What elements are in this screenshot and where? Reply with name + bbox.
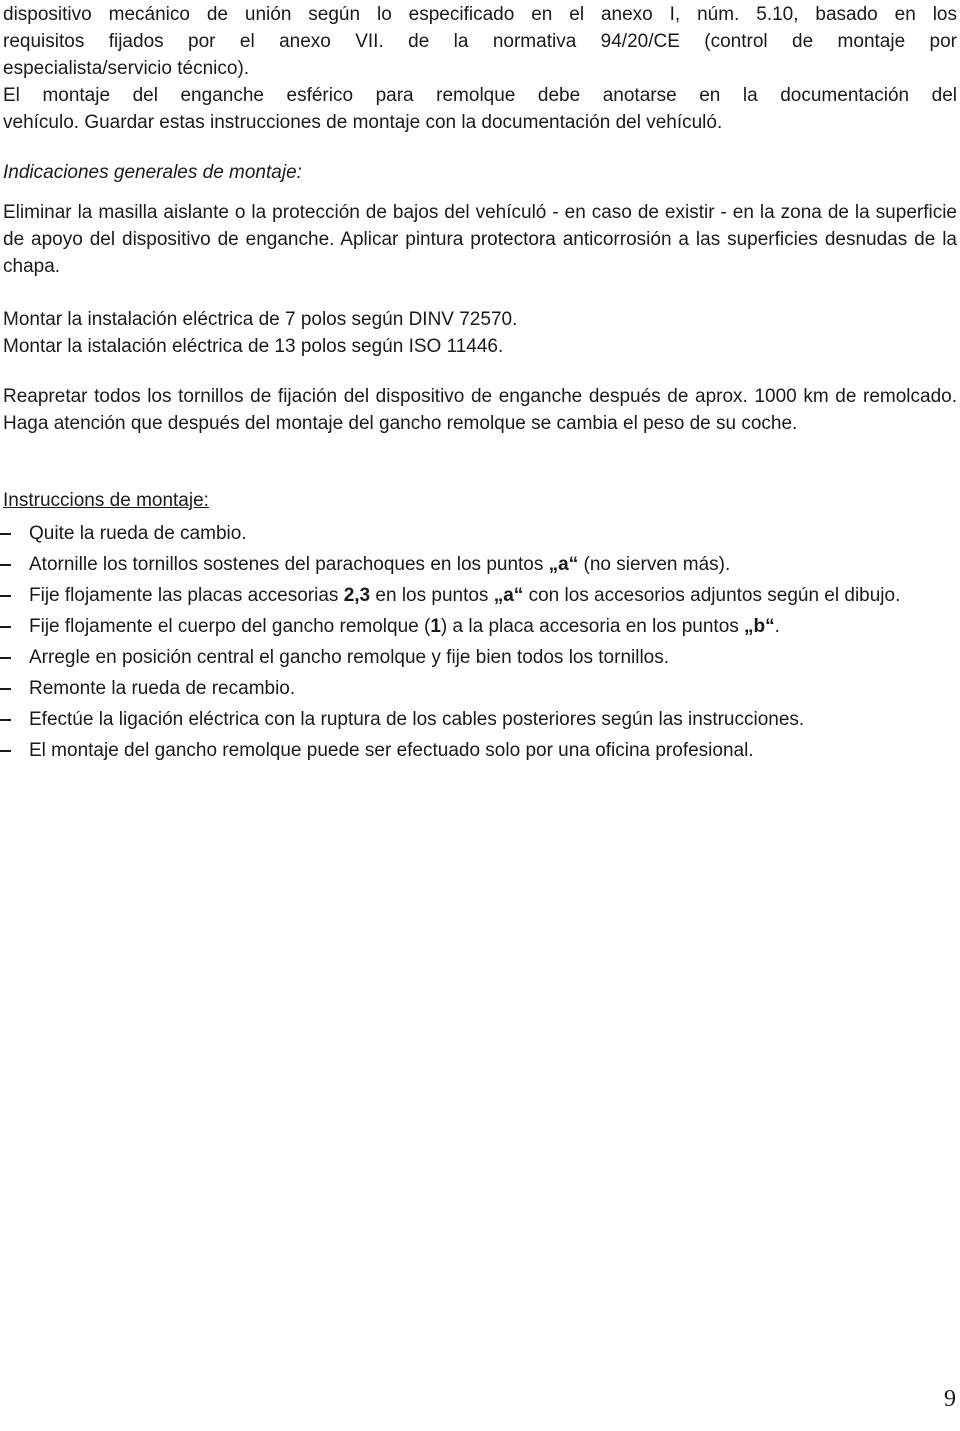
- point-label: „b“: [744, 616, 775, 637]
- step-text: con los accesorios adjuntos según el dibujo.: [523, 585, 901, 606]
- intro-line: especialista/servicio técnico).: [3, 58, 250, 79]
- point-label: „a“: [548, 554, 579, 575]
- list-item: [0, 673, 957, 704]
- step-text: ) a la placa accesoria en los puntos: [440, 616, 745, 637]
- step-text: El montaje del gancho remolque puede ser efectuado solo por una oficina profesional.: [29, 740, 754, 761]
- intro-paragraph: [3, 1, 957, 136]
- intro-line: El montaje del enganche esférico para remolque debe anotarse en la documentación del: [3, 85, 957, 106]
- general-instructions-heading: Indicaciones generales de montaje:: [3, 162, 302, 183]
- step-text: en los puntos: [370, 585, 494, 606]
- electrical-paragraph: [3, 306, 957, 360]
- list-item: [0, 611, 957, 642]
- step-text: Fije flojamente las placas accesorias: [29, 585, 344, 606]
- step-text: Remonte la rueda de recambio.: [29, 678, 296, 699]
- dash-bullet-icon: [0, 657, 11, 659]
- list-item: [0, 735, 957, 766]
- intro-line: vehículo. Guardar estas instrucciones de montaje con la documentación del vehículó.: [3, 112, 723, 133]
- step-text: Fije flojamente el cuerpo del gancho remolque (: [29, 616, 431, 637]
- point-label: „a“: [493, 585, 524, 606]
- dash-bullet-icon: [0, 626, 11, 628]
- retighten-paragraph: Reapretar todos los tornillos de fijación del dispositivo de enganche después de aprox. 1000 km de remolcado. Haga atención que después del montaje del gancho remolque se cambia el peso de su coche.: [3, 386, 957, 434]
- mounting-instructions-heading: Instruccions de montaje:: [3, 490, 209, 511]
- electrical-line-7-pole: Montar la instalación eléctrica de 7 polos según DINV 72570.: [3, 309, 518, 330]
- mounting-steps-list: [0, 518, 957, 766]
- electrical-line-13-pole: Montar la istalación eléctrica de 13 polos según ISO 11446.: [3, 336, 504, 357]
- part-label: 2,3: [343, 585, 371, 606]
- dash-bullet-icon: [0, 750, 11, 752]
- intro-line: requisitos fijados por el anexo VII. de la normativa 94/20/CE (control de montaje por: [3, 31, 957, 52]
- step-text: Atornille los tornillos sostenes del parachoques en los puntos: [29, 554, 549, 575]
- general-paragraph: Eliminar la masilla aislante o la protección de bajos del vehículó - en caso de existir - en la zona de la superficie de apoyo del dispositivo de enganche. Aplicar pintura protectora anticorrosión a las superficies desnudas de la chapa.: [3, 202, 957, 277]
- list-item: [0, 642, 957, 673]
- dash-bullet-icon: [0, 564, 11, 566]
- step-text: Efectúe la ligación eléctrica con la ruptura de los cables posteriores según las instrucciones.: [29, 709, 805, 730]
- list-item: [0, 580, 957, 611]
- dash-bullet-icon: [0, 719, 11, 721]
- dash-bullet-icon: [0, 533, 11, 535]
- page-number: 9: [944, 1386, 956, 1412]
- intro-line: dispositivo mecánico de unión según lo especificado en el anexo I, núm. 5.10, basado en los: [3, 4, 957, 25]
- list-item: [0, 549, 957, 580]
- list-item: [0, 704, 957, 735]
- dash-bullet-icon: [0, 688, 11, 690]
- step-text: (no sierven más).: [578, 554, 731, 575]
- dash-bullet-icon: [0, 595, 11, 597]
- part-label: 1: [430, 616, 441, 637]
- step-text: Quite la rueda de cambio.: [29, 523, 247, 544]
- step-text: .: [774, 616, 780, 637]
- step-text: Arregle en posición central el gancho remolque y fije bien todos los tornillos.: [29, 647, 670, 668]
- list-item: [0, 518, 957, 549]
